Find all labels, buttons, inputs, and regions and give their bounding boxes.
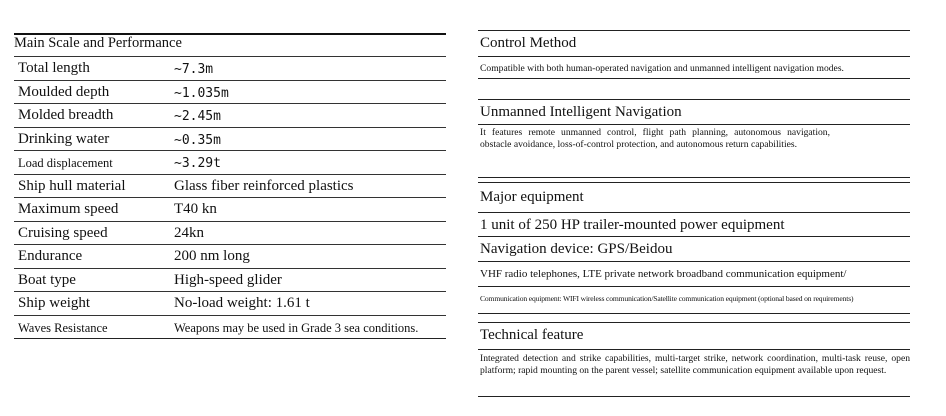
row-value: ~0.35m: [174, 132, 221, 148]
technical-bottom-rule: [478, 396, 910, 397]
equipment-title-rule: [478, 212, 910, 213]
table-row: [14, 221, 446, 245]
row-value: 200 nm long: [174, 248, 250, 264]
equipment-rule-3: [478, 286, 910, 287]
row-label: Cruising speed: [18, 224, 108, 241]
technical-title-rule: [478, 349, 910, 350]
row-label: Drinking water: [18, 130, 110, 147]
equipment-rule-1: [478, 236, 910, 237]
unmanned-top-rule: [478, 99, 910, 100]
row-value: Weapons may be used in Grade 3 sea conditions.: [174, 320, 419, 335]
row-label: Molded breadth: [18, 107, 114, 123]
table-row: [14, 244, 446, 268]
row-label: Load displacement: [18, 156, 113, 170]
major-equipment-title: Major equipment: [480, 189, 584, 205]
control-top-rule: [478, 30, 910, 31]
equipment-item-communication: Communication equipment: WIFI wireless communication/Satellite communication equipment (optional based on requirements): [480, 294, 854, 303]
unmanned-navigation-title: Unmanned Intelligent Navigation: [480, 104, 682, 120]
row-value: ~7.3m: [174, 62, 214, 77]
technical-feature-title: Technical feature: [480, 327, 584, 343]
equipment-top-rule: [478, 182, 910, 183]
row-label: Moulded depth: [18, 83, 110, 100]
main-scale-title: Main Scale and Performance: [14, 35, 182, 51]
equipment-item-power: 1 unit of 250 HP trailer-mounted power equipment: [480, 217, 785, 233]
table-row: [14, 315, 446, 339]
technical-feature-text: Integrated detection and strike capabilities, multi-target strike, network coordination, multi-task reuse, open platform; rapid mounting on the parent vessel; satellite communication equipment available upon request.: [480, 353, 910, 376]
unmanned-title-rule: [478, 124, 910, 125]
equipment-item-vhf: VHF radio telephones, LTE private network broadband communication equipment/: [480, 268, 847, 280]
equipment-item-navigation: Navigation device: GPS/Beidou: [480, 241, 673, 257]
table-row: [14, 291, 446, 315]
row-label: Waves Resistance: [18, 320, 108, 335]
control-title-rule: [478, 56, 910, 57]
table-bottom-rule: [14, 338, 446, 339]
table-row: [14, 56, 446, 80]
row-label: Total length: [18, 60, 90, 76]
equipment-rule-2: [478, 261, 910, 262]
row-label: Boat type: [18, 271, 76, 288]
table-row: [14, 197, 446, 221]
table-top-rule: [14, 33, 446, 35]
row-value: 24kn: [174, 224, 204, 241]
equipment-bottom-rule: [478, 313, 910, 314]
row-value: No-load weight: 1.61 t: [174, 295, 310, 311]
row-label: Maximum speed: [18, 201, 119, 217]
control-method-title: Control Method: [480, 35, 577, 51]
row-label: Ship hull material: [18, 177, 126, 194]
row-value: T40 kn: [174, 201, 217, 217]
row-value: ~1.035m: [174, 85, 229, 101]
control-method-text: Compatible with both human-operated navigation and unmanned intelligent navigation modes.: [480, 63, 844, 74]
technical-top-rule: [478, 322, 910, 323]
table-row: [14, 268, 446, 292]
unmanned-navigation-text: It features remote unmanned control, flight path planning, autonomous navigation, obstacle avoidance, loss-of-control protection, and autonomous return capabilities.: [480, 127, 830, 150]
row-value: ~3.29t: [174, 156, 221, 171]
row-value: ~2.45m: [174, 109, 221, 124]
row-value: Glass fiber reinforced plastics: [174, 177, 354, 194]
table-row: [14, 80, 446, 104]
row-value: High-speed glider: [174, 271, 282, 288]
row-label: Ship weight: [18, 295, 91, 311]
table-row: [14, 150, 446, 174]
table-row: [14, 127, 446, 151]
unmanned-bottom-rule: [478, 177, 910, 178]
table-row: [14, 174, 446, 198]
control-bottom-rule: [478, 78, 910, 79]
table-row: [14, 103, 446, 127]
row-label: Endurance: [18, 248, 83, 264]
